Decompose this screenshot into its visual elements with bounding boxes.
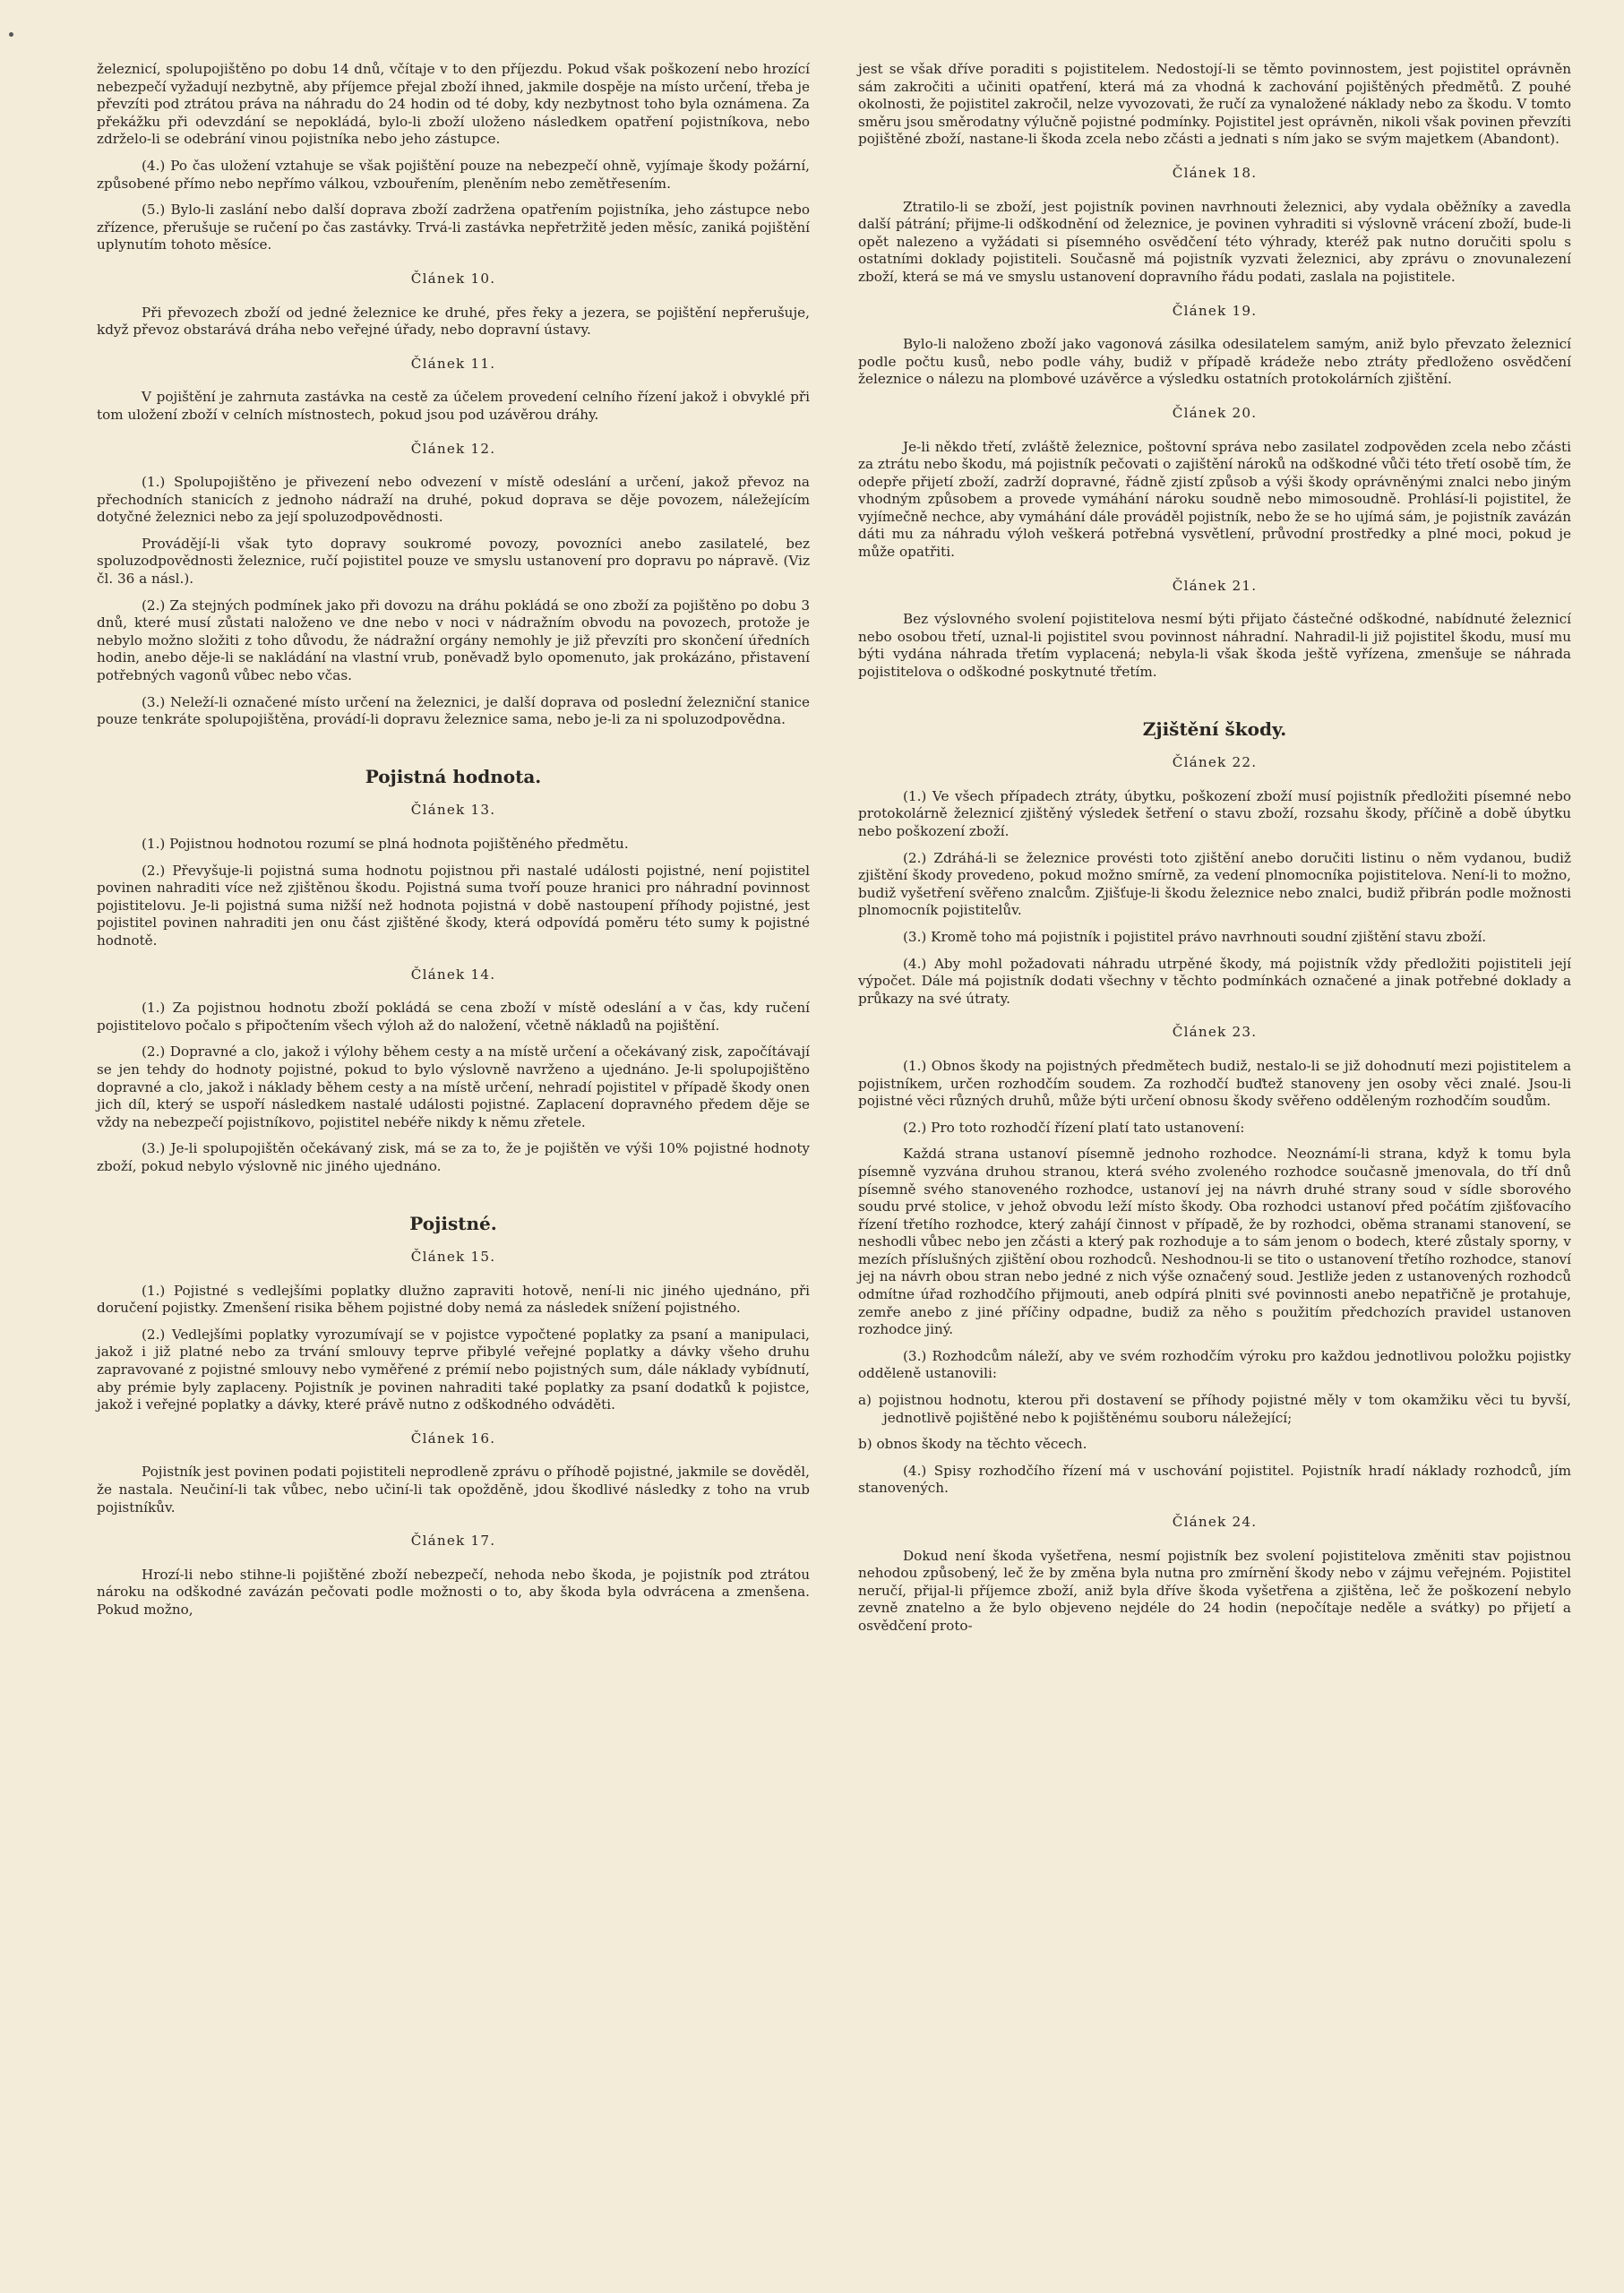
left-column	[97, 61, 810, 1628]
paragraph: (3.) Neleží-li označené místo určení na železnici, je další doprava od poslední železniční stanice pouze tenkráte spolupojištěna, provádí-li dopravu železnice sama, nebo je-li za ni spoluzodpovědna.	[97, 693, 810, 728]
list-item: b) obnos škody na těchto věcech.	[858, 1436, 1087, 1453]
paragraph: Provádějí-li však tyto dopravy soukromé povozy, povozníci anebo zasilatelé, bez spoluzodpovědnosti železnice, ručí pojistitel pouze ve smyslu ustanovení pro dopravu po nápravě. (Viz čl. 36 a násl.).	[97, 535, 810, 588]
paragraph: Je-li někdo třetí, zvláště železnice, poštovní správa nebo zasilatel zodpověden zcela nebo zčásti za ztrátu nebo škodu, má pojistník pečovati o zajištění nároků na odškodné vůči této třetí osobě tím, že odepře přijetí zboží, zadrží dopravné, řádně zjistí způsob a výši škody oprávněnými znalci nebo jiným vhodným způsobem a provede vymáhání nároku soudně nebo mimosoudně. Prohlásí-li pojistitel, že vyjímečně nechce, aby vymáhání dále prováděl pojistník, nebo že se ho ujímá sám, je pojistník zavázán dáti mu za náhradu výloh veškerá potřebná vysvětlení, průvodní prostředky a plné moci, pokud je může opatřiti.	[858, 438, 1571, 561]
paragraph: (2.) Vedlejšími poplatky vyrozumívají se v pojistce vypočtené poplatky za psaní a manipulaci, jakož i již platné nebo za trvání smlouvy teprve přibylé veřejné poplatky a dávky všeho druhu zapravované z pojistné smlouvy nebo vyměřené z prémií nebo pojistných sum, dále náklady vybídnutí, aby prémie byly zaplaceny. Pojistník je povinen nahraditi také poplatky za psaní dodatků k pojistce, jakož i veřejné poplatky a dávky, které právě nutno z odškodného odváděti.	[97, 1326, 810, 1413]
paragraph: (2.) Pro toto rozhodčí řízení platí tato ustanovení:	[903, 1119, 1245, 1136]
paragraph: (3.) Rozhodcům náleží, aby ve svém rozhodčím výroku pro každou jednotlivou položku pojistky odděleně ustanovili:	[858, 1347, 1571, 1382]
paragraph: (1.) Pojistnou hodnotou rozumí se plná hodnota pojištěného předmětu.	[142, 836, 629, 852]
article-heading: Článek 24.	[1172, 1514, 1258, 1530]
paragraph: Pojistník jest povinen podati pojistiteli neprodleně zprávu o příhodě pojistné, jakmile se dověděl, že nastala. Neučiní-li tak vůbec, nebo učiní-li tak opožděně, jdou škodlivé následky z toho na vrub pojistníkův.	[97, 1464, 810, 1516]
article-heading: Článek 13.	[410, 802, 496, 819]
paragraph: (4.) Aby mohl požadovati náhradu utrpěné škody, má pojistník vždy předložiti pojistiteli její výpočet. Dále má pojistník dodati všechny v těchto podmínkách označené a jinak potřebné doklady a průkazy na své útraty.	[858, 955, 1571, 1007]
paragraph: (3.) Je-li spolupojištěn očekávaný zisk, má se za to, že je pojištěn ve výši 10% pojistné hodnoty zboží, pokud nebylo výslovně nic jiného ujednáno.	[97, 1140, 810, 1174]
article-heading: Článek 17.	[410, 1533, 496, 1550]
article-heading: Článek 14.	[410, 966, 496, 983]
list-item: a) pojistnou hodnotu, kterou při dostavení se příhody pojistné měly v tom okamžiku věci tu byvší, jednotlivě pojištěné nebo k pojištěnému souboru náležející;	[858, 1392, 1571, 1426]
paragraph: Dokud není škoda vyšetřena, nesmí pojistník bez svolení pojistitelova změniti stav pojistnou nehodou způsobený, leč že by změna byla nutna pro zmírnění škody nebo v zájmu veřejném. Pojistitel neručí, přijal-li příjemce zboží, aniž byla dříve škoda vyšetřena a zjištěna, leč že poškození nebylo zevně znatelno a že bylo objeveno nejdéle do 24 hodin (nepočítaje neděle a svátky) po přijetí a osvědčení proto-	[858, 1547, 1571, 1634]
right-column	[858, 61, 1571, 1645]
section-heading: Pojistná hodnota.	[365, 765, 542, 787]
article-heading: Článek 11.	[410, 355, 496, 372]
paragraph: Bez výslovného svolení pojistitelova nesmí býti přijato částečné odškodné, nabídnuté železnicí nebo osobou třetí, uznal-li pojistitel svou povinnost náhradní. Nahradil-li již pojistitel škodu, musí mu býti vydána náhrada třetím vyplacená; nebyla-li však škoda ještě vyřízena, zmenšuje se náhrada pojistitelova o odškodné poskytnuté třetím.	[858, 611, 1571, 681]
margin-dot	[9, 32, 13, 37]
article-heading: Článek 21.	[1172, 577, 1258, 594]
paragraph: (3.) Kromě toho má pojistník i pojistitel právo navrhnouti soudní zjištění stavu zboží.	[903, 928, 1487, 945]
paragraph: (1.) Ve všech případech ztráty, úbytku, poškození zboží musí pojistník předložiti písemné nebo protokolárně železnicí zjištěný výsledek šetření o stavu zboží, rozsahu škody, příčině a době úbytku nebo poškození zboží.	[858, 787, 1571, 839]
paragraph: (2.) Dopravné a clo, jakož i výlohy během cesty a na místě určení a očekávaný zisk, započítávají se jen tehdy do hodnoty pojistné, pokud to bylo výslovně navrženo a ujednáno. Je-li spolupojištěno dopravné a clo, jakož i náklady během cesty a na místě určení, nehradí pojistitel v případě škody onen jich díl, který se uspoří následkem nastalé události pojistné. Zaplacení dopravného předem děje se vždy na nebezpečí pojistníkovo, pojistitel nebéře nikdy k němu zřetele.	[97, 1043, 810, 1130]
article-heading: Článek 18.	[1172, 164, 1258, 181]
section-heading: Pojistné.	[409, 1212, 497, 1234]
paragraph: (2.) Zdráhá-li se železnice provésti toto zjištění anebo doručiti listinu o něm vydanou, budiž zjištění škody provedeno, pokud možno smírně, za vedení plnomocníka pojistitelova. Není-li to možno, budiž vyšetření svěřeno znalcům. Zjišťuje-li škodu železnice nebo znalci, budiž přibrán podle možnosti plnomocník pojistitelův.	[858, 849, 1571, 919]
paragraph: (1.) Za pojistnou hodnotu zboží pokládá se cena zboží v místě odeslání a v čas, kdy ručení pojistitelovo počalo s připočtením všech výloh až do naložení, včetně nákladů na pojištění.	[97, 1000, 810, 1034]
article-heading: Článek 23.	[1172, 1024, 1258, 1041]
article-heading: Článek 20.	[1172, 404, 1258, 421]
article-heading: Článek 19.	[1172, 302, 1258, 319]
paragraph: V pojištění je zahrnuta zastávka na cestě za účelem provedení celního řízení jakož i obvyklé při tom uložení zboží v celních místnostech, pokud jsou pod uzávěrou dráhy.	[97, 389, 810, 423]
article-heading: Článek 16.	[410, 1430, 496, 1447]
article-heading: Článek 10.	[410, 270, 496, 287]
paragraph: Bylo-li naloženo zboží jako vagonová zásilka odesilatelem samým, aniž bylo převzato železnicí podle počtu kusů, nebo podle váhy, budiž v případě krádeže nebo ztráty předloženo osvědčení železnice o nálezu na plombové uzávěrce a výsledku ostatních protokolárních zjištění.	[858, 336, 1571, 388]
paragraph: Ztratilo-li se zboží, jest pojistník povinen navrhnouti železnici, aby vydala oběžníky a zavedla další pátrání; přijme-li odškodnění od železnice, je povinen vyhraditi si výslovně vrácení zboží, bude-li opět nalezeno a vyžádati si písemného osvědčení této výhrady, kteréž pak nutno doručiti spolu s ostatními doklady pojistiteli. Současně má pojistník vyzvati železnici, aby zprávu o znovunalezení zboží, která se má ve smyslu ustanovení dopravního řádu podati, zaslala na pojistitele.	[858, 198, 1571, 285]
paragraph: jest se však dříve poraditi s pojistitelem. Nedostojí-li se těmto povinnostem, jest pojistitel oprávněn sám zakročiti a učiniti opatření, která má za vhodná k zachování pojištěných předmětů. Z pouhé okolnosti, že pojistitel zakročil, nelze vyvozovati, že ručí za vynaložené náklady nebo za škodu. V tomto směru jsou směrodatny výlučně pojistné podmínky. Pojistitel jest oprávněn, nikoli však povinen převzíti pojištěné zboží, nastane-li škoda zcela nebo zčásti a jednati s ním jako se svým majetkem (Abandont).	[858, 61, 1571, 148]
paragraph: (2.) Převyšuje-li pojistná suma hodnotu pojistnou při nastalé události pojistné, není pojistitel povinen nahraditi více než zjištěnou škodu. Pojistná suma tvoří pouze hranici pro náhradní povinnost pojistitelovu. Je-li pojistná suma nižší než hodnota pojistná v době nastoupení příhody pojistné, jest pojistitel povinen nahraditi jen onu část zjištěné škody, která odpovídá poměru této sumy k pojistné hodnotě.	[97, 862, 810, 949]
paragraph: Při převozech zboží od jedné železnice ke druhé, přes řeky a jezera, se pojištění nepřerušuje, když převoz obstarává dráha nebo veřejné úřady, nebo dopravní ústavy.	[97, 304, 810, 339]
paragraph: (4.) Po čas uložení vztahuje se však pojištění pouze na nebezpečí ohně, vyjímaje škody požární, způsobené přímo nebo nepřímo válkou, vzbouřením, pleněním nebo zemětřesením.	[97, 157, 810, 192]
article-heading: Článek 15.	[410, 1249, 496, 1266]
paragraph: (1.) Pojistné s vedlejšími poplatky dlužno zapraviti hotově, není-li nic jiného ujednáno, při doručení pojistky. Zmenšení risika během pojistné doby nemá za následek snížení pojistného.	[97, 1282, 810, 1317]
paragraph: Každá strana ustanoví písemně jednoho rozhodce. Neoznámí-li strana, když k tomu byla písemně vyzvána druhou stranou, která svého zvoleného rozhodce současně jmenovala, do tří dnů písemně svého stanoveného rozhodce, ustanoví jej na návrh druhé strany soud v sídle sborového soudu prvé stolice, v jehož obvodu leží místo škody. Oba rozhodci ustanoví před počátím zjišťovacího řízení třetího rozhodce, který zahájí činnost v případě, že by rozhodci, oběma stranami stanovení, se neshodli vůbec nebo jen zčásti a který pak rozhoduje a to sám jenom o bodech, které zůstaly sporny, v mezích příslušných zjištění obou rozhodců. Neshodnou-li se tito o ustanovení třetího rozhodce, stanoví jej na návrh obou stran nebo jedné z nich výše označený soud. Jestliže jeden z ustanovených rozhodců odmítne úřad rozhodčího přijmouti, aneb odpírá plniti své povinnosti anebo nepatřičně je protahuje, zemře anebo z jiné příčiny odpadne, budiž za něho s použitím předchozích pravidel ustanoven rozhodce jiný.	[858, 1146, 1571, 1338]
article-heading: Článek 12.	[410, 440, 496, 457]
paragraph: (2.) Za stejných podmínek jako při dovozu na dráhu pokládá se ono zboží za pojištěno po dobu 3 dnů, které musí zůstati naloženo ve dne nebo v noci v nádražním obvodu na povozech, protože je nebylo možno složiti z toho důvodu, že nádražní orgány nemohly je již převzíti pro skončení úředních hodin, anebo děje-li se nakládání na vlastní vrub, poněvadž bylo opomenuto, jak prokázáno, přistavení potřebných vagonů vůbec nebo včas.	[97, 597, 810, 684]
paragraph: (5.) Bylo-li zaslání nebo další doprava zboží zadržena opatřením pojistníka, jeho zástupce nebo zřízence, přerušuje se ručení po čas zastávky. Trvá-li zastávka nepřetržitě jeden měsíc, zaniká pojištění uplynutím tohoto měsíce.	[97, 202, 810, 253]
article-heading: Článek 22.	[1172, 754, 1258, 771]
paragraph: železnicí, spolupojištěno po dobu 14 dnů, včítaje v to den příjezdu. Pokud však poškození nebo hrozící nebezpečí vyžadují nezbytně, aby příjemce přejal zboží ihned, jakmile dospěje na místo určení, třeba je převzíti pod ztrátou práva na náhradu do 24 hodin od té doby, kdy nezbytnost toho byla oznámena. Za překážku při odevzdání se nepokládá, bylo-li zboží uloženo následkem opatření pojistníkova, nebo zdrželo-li se odebrání vinou pojistníka nebo jeho zástupce.	[97, 61, 810, 148]
section-heading: Zjištění škody.	[1142, 717, 1287, 740]
paragraph: Hrozí-li nebo stihne-li pojištěné zboží nebezpečí, nehoda nebo škoda, je pojistník pod ztrátou nároku na odškodné zavázán pečovati podle možnosti o to, aby škoda byla odvrácena a zmenšena. Pokud možno,	[97, 1566, 810, 1618]
paragraph: (4.) Spisy rozhodčího řízení má v uschování pojistitel. Pojistník hradí náklady rozhodců, jím stanovených.	[858, 1462, 1571, 1497]
paragraph: (1.) Spolupojištěno je přivezení nebo odvezení v místě odeslání a určení, jakož převoz na přechodních stanicích z jednoho nádraží na druhé, pokud doprava se děje povozem, náležejícím dotyčné železnici nebo za její spoluzodpovědnosti.	[97, 474, 810, 526]
paragraph: (1.) Obnos škody na pojistných předmětech budiž, nestalo-li se již dohodnutí mezi pojistitelem a pojistníkem, určen rozhodčím soudem. Za rozhodčí buďtež stanoveny jen osoby věci znalé. Jsou-li pojistné věci různých druhů, může býti určení obnosu škody svěřeno odděleným rozhodčím soudům.	[858, 1057, 1571, 1110]
